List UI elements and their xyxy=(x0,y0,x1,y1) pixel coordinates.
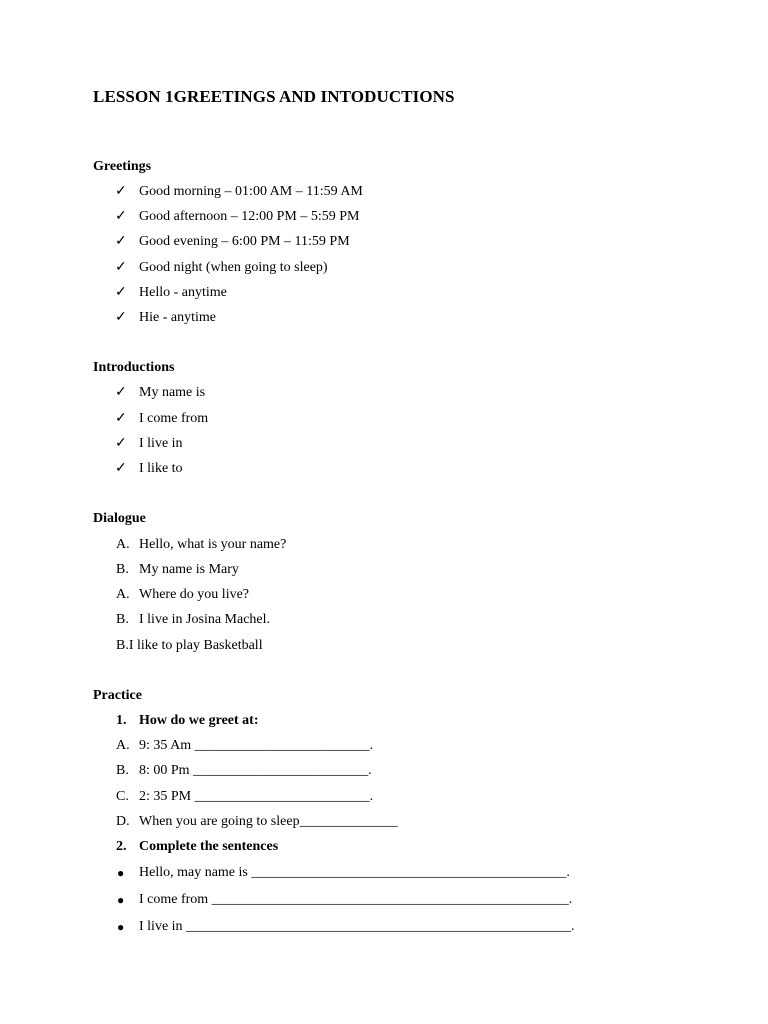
sentence-text: Hello, may name is _____________________________________________. xyxy=(139,865,570,880)
dialogue-line-text: Hello, what is your name? xyxy=(139,537,287,552)
bullet-icon: ● xyxy=(117,866,125,880)
dialogue-line-text: Where do you live? xyxy=(139,587,250,602)
greeting-item-text: Good evening – 6:00 PM – 11:59 PM xyxy=(139,234,350,249)
item-letter: C. xyxy=(116,789,129,804)
sentence-text: I live in _______________________________________________________. xyxy=(139,919,575,934)
checkmark-icon: ✓ xyxy=(115,285,127,300)
item-letter: A. xyxy=(116,738,130,753)
dialogue-heading: Dialogue xyxy=(93,511,146,526)
sentence-text: I come from ___________________________________________________. xyxy=(139,892,573,907)
question-text: Complete the sentences xyxy=(139,839,279,854)
dialogue-speaker: B. xyxy=(116,612,129,627)
greeting-item-text: Hie - anytime xyxy=(139,310,216,325)
dialogue-speaker: B. xyxy=(116,562,129,577)
checkmark-icon: ✓ xyxy=(115,260,127,275)
checkmark-icon: ✓ xyxy=(115,461,127,476)
checkmark-icon: ✓ xyxy=(115,411,127,426)
document-title: LESSON 1GREETINGS AND INTODUCTIONS xyxy=(93,87,455,106)
bullet-icon: ● xyxy=(117,920,125,934)
checkmark-icon: ✓ xyxy=(115,184,127,199)
question-text: How do we greet at: xyxy=(139,713,259,728)
greetings-heading: Greetings xyxy=(93,159,152,174)
question-number: 1. xyxy=(116,713,127,728)
item-text: 8: 00 Pm _________________________. xyxy=(139,763,372,778)
dialogue-speaker: A. xyxy=(116,587,130,602)
dialogue-last-line: B.I like to play Basketball xyxy=(116,638,263,653)
introductions-heading: Introductions xyxy=(93,360,175,375)
introduction-item-text: My name is xyxy=(139,385,206,400)
introduction-item-text: I come from xyxy=(139,411,209,426)
checkmark-icon: ✓ xyxy=(115,234,127,249)
checkmark-icon: ✓ xyxy=(115,209,127,224)
item-letter: D. xyxy=(116,814,130,829)
greeting-item-text: Good morning – 01:00 AM – 11:59 AM xyxy=(139,184,363,199)
greeting-item-text: Good night (when going to sleep) xyxy=(139,260,328,275)
checkmark-icon: ✓ xyxy=(115,436,127,451)
question-number: 2. xyxy=(116,839,127,854)
dialogue-line-text: My name is Mary xyxy=(139,562,239,577)
item-text: When you are going to sleep______________ xyxy=(139,814,398,829)
item-text: 9: 35 Am _________________________. xyxy=(139,738,374,753)
dialogue-line-text: I live in Josina Machel. xyxy=(139,612,271,627)
introduction-item-text: I live in xyxy=(139,436,183,451)
dialogue-speaker: A. xyxy=(116,537,130,552)
item-letter: B. xyxy=(116,763,129,778)
greeting-item-text: Hello - anytime xyxy=(139,285,227,300)
checkmark-icon: ✓ xyxy=(115,310,127,325)
item-text: 2: 35 PM _________________________. xyxy=(139,789,374,804)
checkmark-icon: ✓ xyxy=(115,385,127,400)
practice-heading: Practice xyxy=(93,688,142,703)
introduction-item-text: I like to xyxy=(139,461,183,476)
greeting-item-text: Good afternoon – 12:00 PM – 5:59 PM xyxy=(139,209,360,224)
bullet-icon: ● xyxy=(117,893,125,907)
